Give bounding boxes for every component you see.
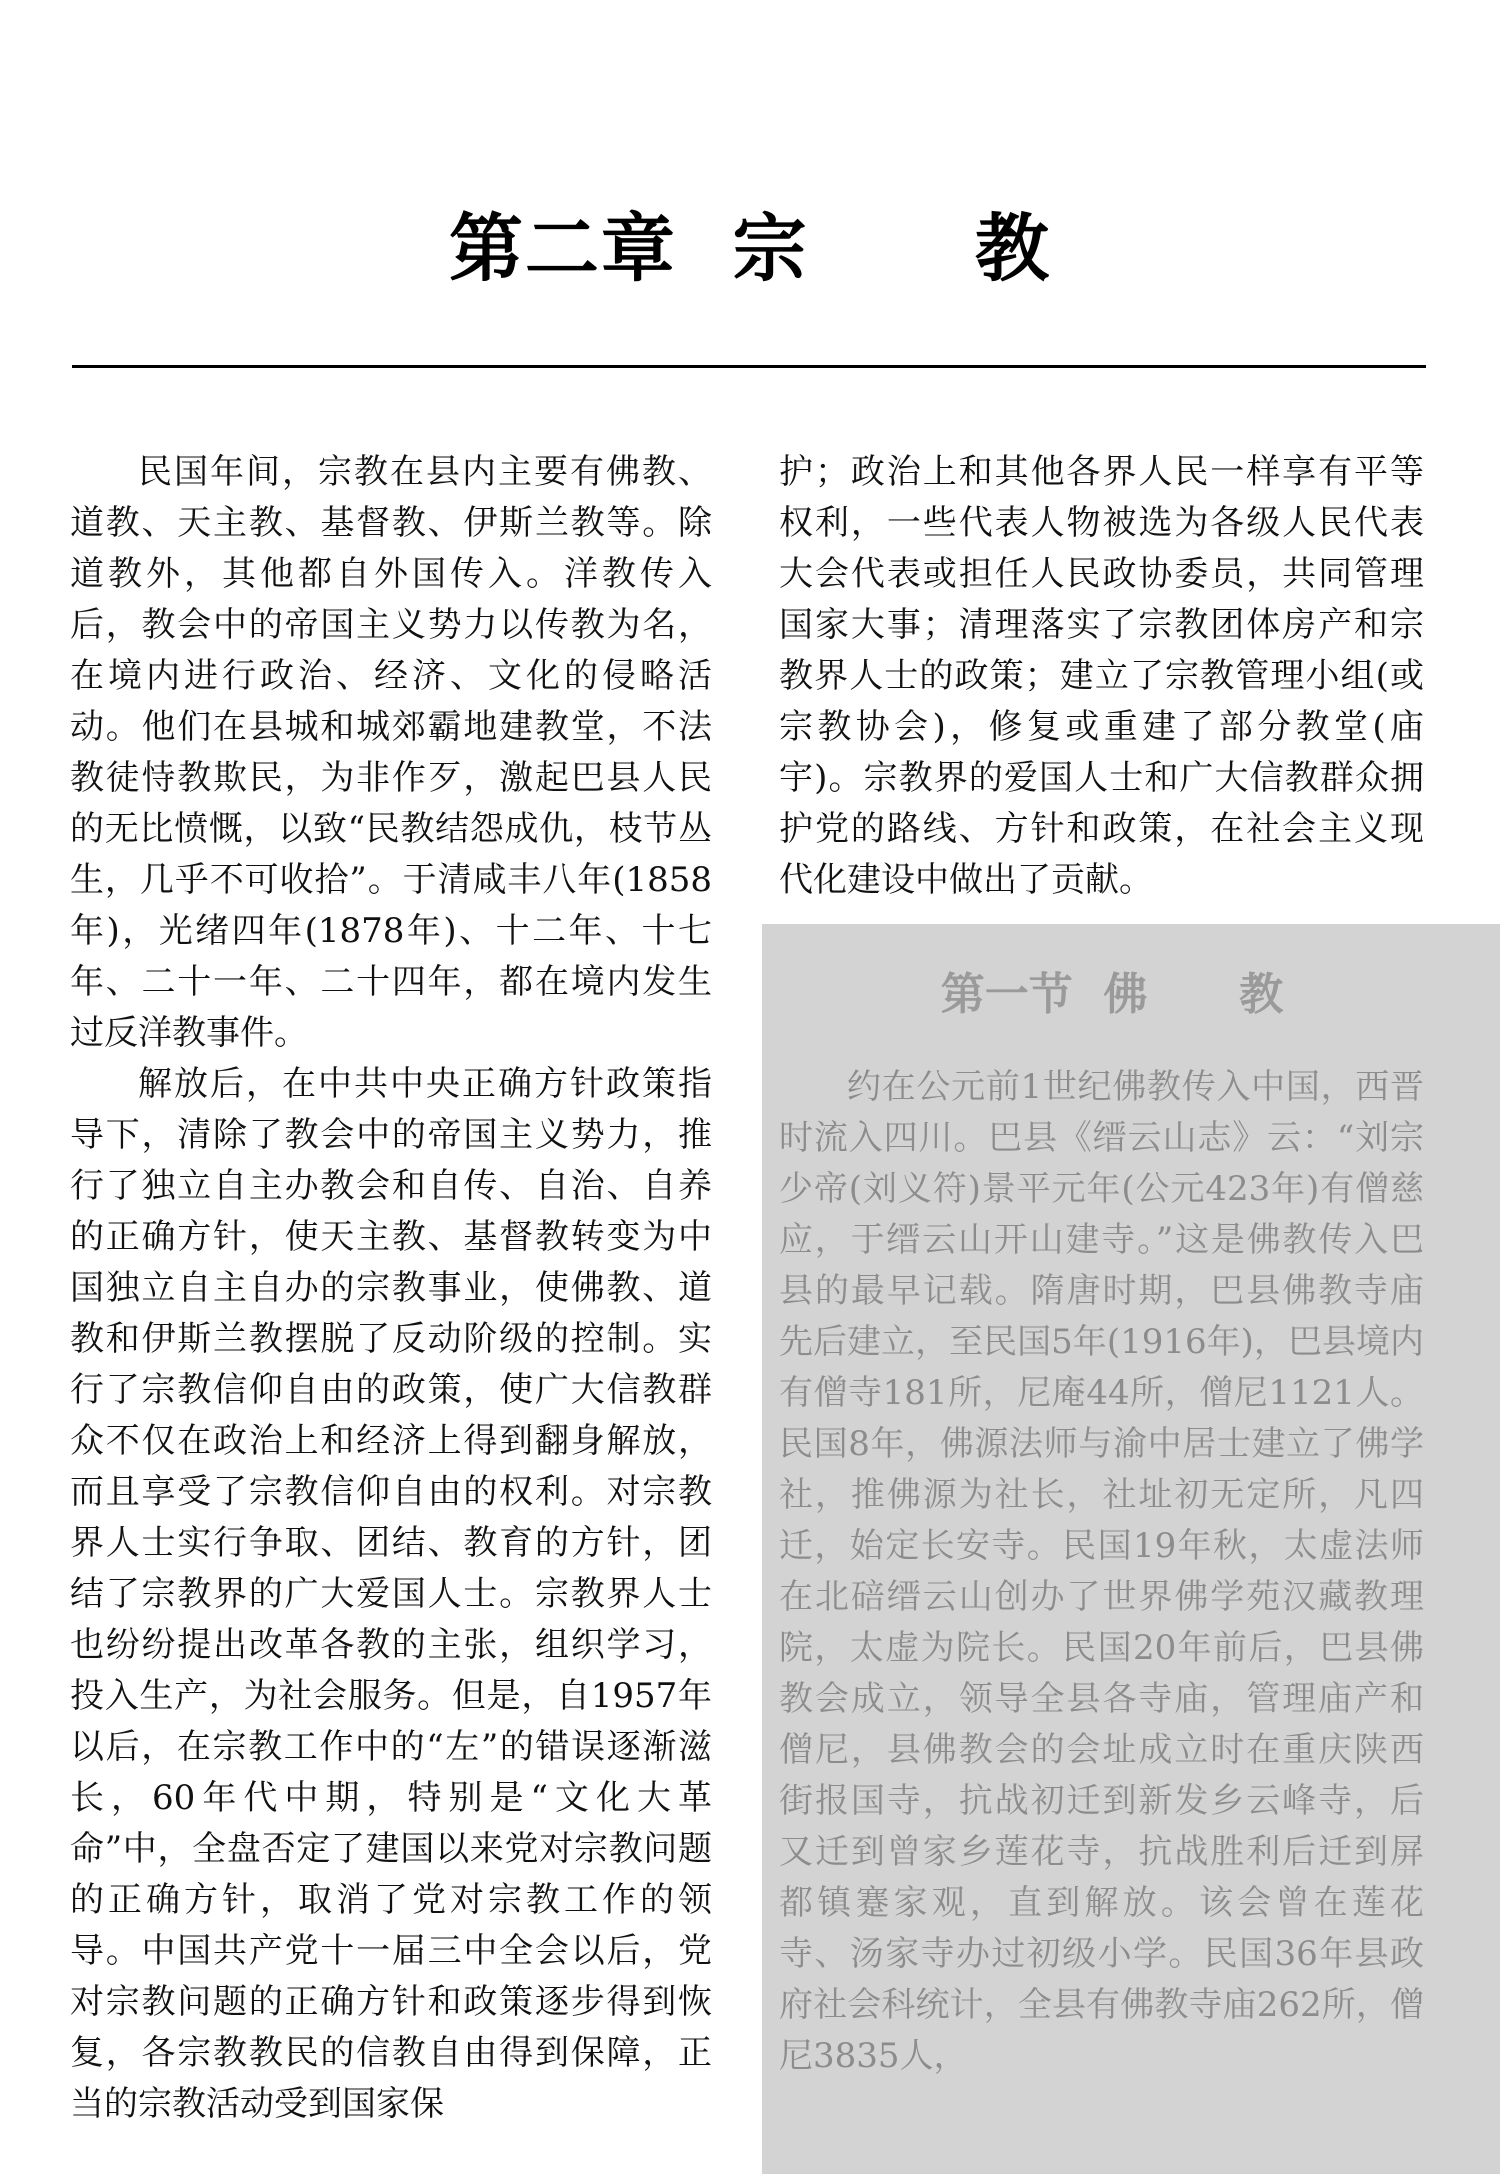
section-title: 第一节 佛 教	[940, 969, 1284, 1020]
intro-paragraph: 民国年间，宗教在县内主要有佛教、道教、天主教、基督教、伊斯兰教等。除道教外，其他都自外国传入。洋教传入后，教会中的帝国主义势力以传教为名，在境内进行政治、经济、文化的侵略活动。他们在县城和城郊霸地建教堂，不法教徒恃教欺民，为非作歹，激起巴县人民的无比愤慨，以致“民教结怨成仇，枝节丛生，几乎不可收拾”。于清咸丰八年(1858年)，光绪四年(1878年)、十二年、十七年、二十一年、二十四年，都在境内发生过反洋教事件。	[70, 452, 712, 1053]
continued-paragraph: 护；政治上和其他各界人民一样享有平等权利，一些代表人物被选为各级人民代表大会代表或担任人民政协委员，共同管理国家大事；清理落实了宗教团体房产和宗教界人士的政策；建立了宗教管理小组(或宗教协会)，修复或重建了部分教堂(庙宇)。宗教界的爱国人士和广大信教群众拥护党的路线、方针和政策，在社会主义现代化建设中做出了贡献。	[779, 452, 1424, 900]
title-divider	[72, 365, 1426, 368]
buddhism-paragraph: 约在公元前1世纪佛教传入中国，西晋时流入四川。巴县《缙云山志》云：“刘宗少帝(刘义符)景平元年(公元423年)有僧慈应，于缙云山开山建寺。”这是佛教传入巴县的最早记载。隋唐时期，巴县佛教寺庙先后建立，至民国5年(1916年)，巴县境内有僧寺181所，尼庵44所，僧尼1121人。民国8年，佛源法师与渝中居士建立了佛学社，推佛源为社长，社址初无定所，凡四迁，始定长安寺。民国19年秋，太虚法师在北碚缙云山创办了世界佛学苑汉藏教理院，太虚为院长。民国20年前后，巴县佛教会成立，领导全县各寺庙，管理庙产和僧尼，县佛教会的会址成立时在重庆陕西街报国寺，抗战初迁到新发乡云峰寺，后又迁到曾家乡莲花寺，抗战胜利后迁到屏都镇蹇家观，直到解放。该会曾在莲花寺、汤家寺办过初级小学。民国36年县政府社会科统计，全县有佛教寺庙262所，僧尼3835人，	[779, 1067, 1424, 2076]
right-column	[779, 447, 1424, 906]
left-column	[70, 447, 712, 2130]
section-body	[779, 1062, 1424, 2082]
chapter-title: 第二章 宗 教	[448, 206, 1052, 292]
post-liberation-paragraph: 解放后，在中共中央正确方针政策指导下，清除了教会中的帝国主义势力，推行了独立自主办教会和自传、自治、自养的正确方针，使天主教、基督教转变为中国独立自主自办的宗教事业，使佛教、道教和伊斯兰教摆脱了反动阶级的控制。实行了宗教信仰自由的政策，使广大信教群众不仅在政治上和经济上得到翻身解放，而且享受了宗教信仰自由的权利。对宗教界人士实行争取、团结、教育的方针，团结了宗教界的广大爱国人士。宗教界人士也纷纷提出改革各教的主张，组织学习，投入生产，为社会服务。但是，自1957年以后，在宗教工作中的“左”的错误逐渐滋长，60年代中期，特别是“文化大革命”中，全盘否定了建国以来党对宗教问题的正确方针，取消了党对宗教工作的领导。中国共产党十一届三中全会以后，党对宗教问题的正确方针和政策逐步得到恢复，各宗教教民的信教自由得到保障，正当的宗教活动受到国家保	[70, 1064, 712, 2124]
